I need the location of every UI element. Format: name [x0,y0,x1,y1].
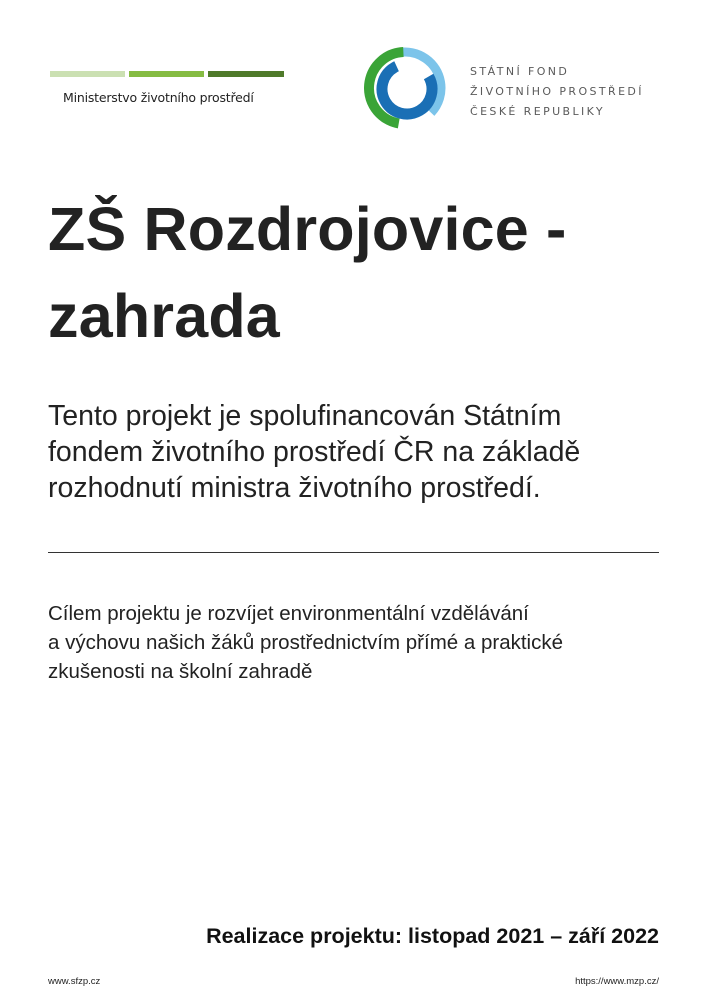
divider [48,552,659,553]
project-title-line-2: zahrada [48,282,280,350]
ministry-logo [50,71,284,111]
fund-emblem-icon [364,47,446,129]
project-goal-line-3: zkušenosti na školní zahradě [48,660,313,683]
fund-logo-line-2: ŽIVOTNÍHO PROSTŘEDÍ [470,85,644,98]
sfzp-link[interactable]: www.sfzp.cz [48,976,101,987]
ministry-logo-bars [50,71,284,77]
fund-logo [364,47,664,133]
funding-statement [48,398,668,506]
ministry-logo-bar-light [50,71,125,77]
fund-logo-line-3: ČESKÉ REPUBLIKY [470,105,606,118]
project-goal-line-2: a výchovu našich žáků prostřednictvím přímé a praktické [48,631,563,654]
ministry-logo-bar-mid [129,71,204,77]
emblem-center [392,73,422,103]
project-goal-line-1: Cílem projektu je rozvíjet environmentální vzdělávání [48,602,529,625]
ministry-logo-text: Ministerstvo životního prostředí [63,90,254,105]
fund-logo-text [470,62,644,122]
mzp-link[interactable]: https://www.mzp.cz/ [575,976,659,987]
ministry-logo-bar-dark [208,71,284,77]
project-period: Realizace projektu: listopad 2021 – září 2022 [206,924,659,948]
project-title-line-1: ZŠ Rozdrojovice - [48,195,567,263]
project-goal [48,599,678,686]
project-title [48,186,678,360]
funding-statement-line-1: Tento projekt je spolufinancován Státním [48,400,562,432]
funding-statement-line-3: rozhodnutí ministra životního prostředí. [48,472,541,504]
funding-statement-line-2: fondem životního prostředí ČR na základě [48,436,581,468]
fund-logo-line-1: STÁTNÍ FOND [470,65,570,78]
